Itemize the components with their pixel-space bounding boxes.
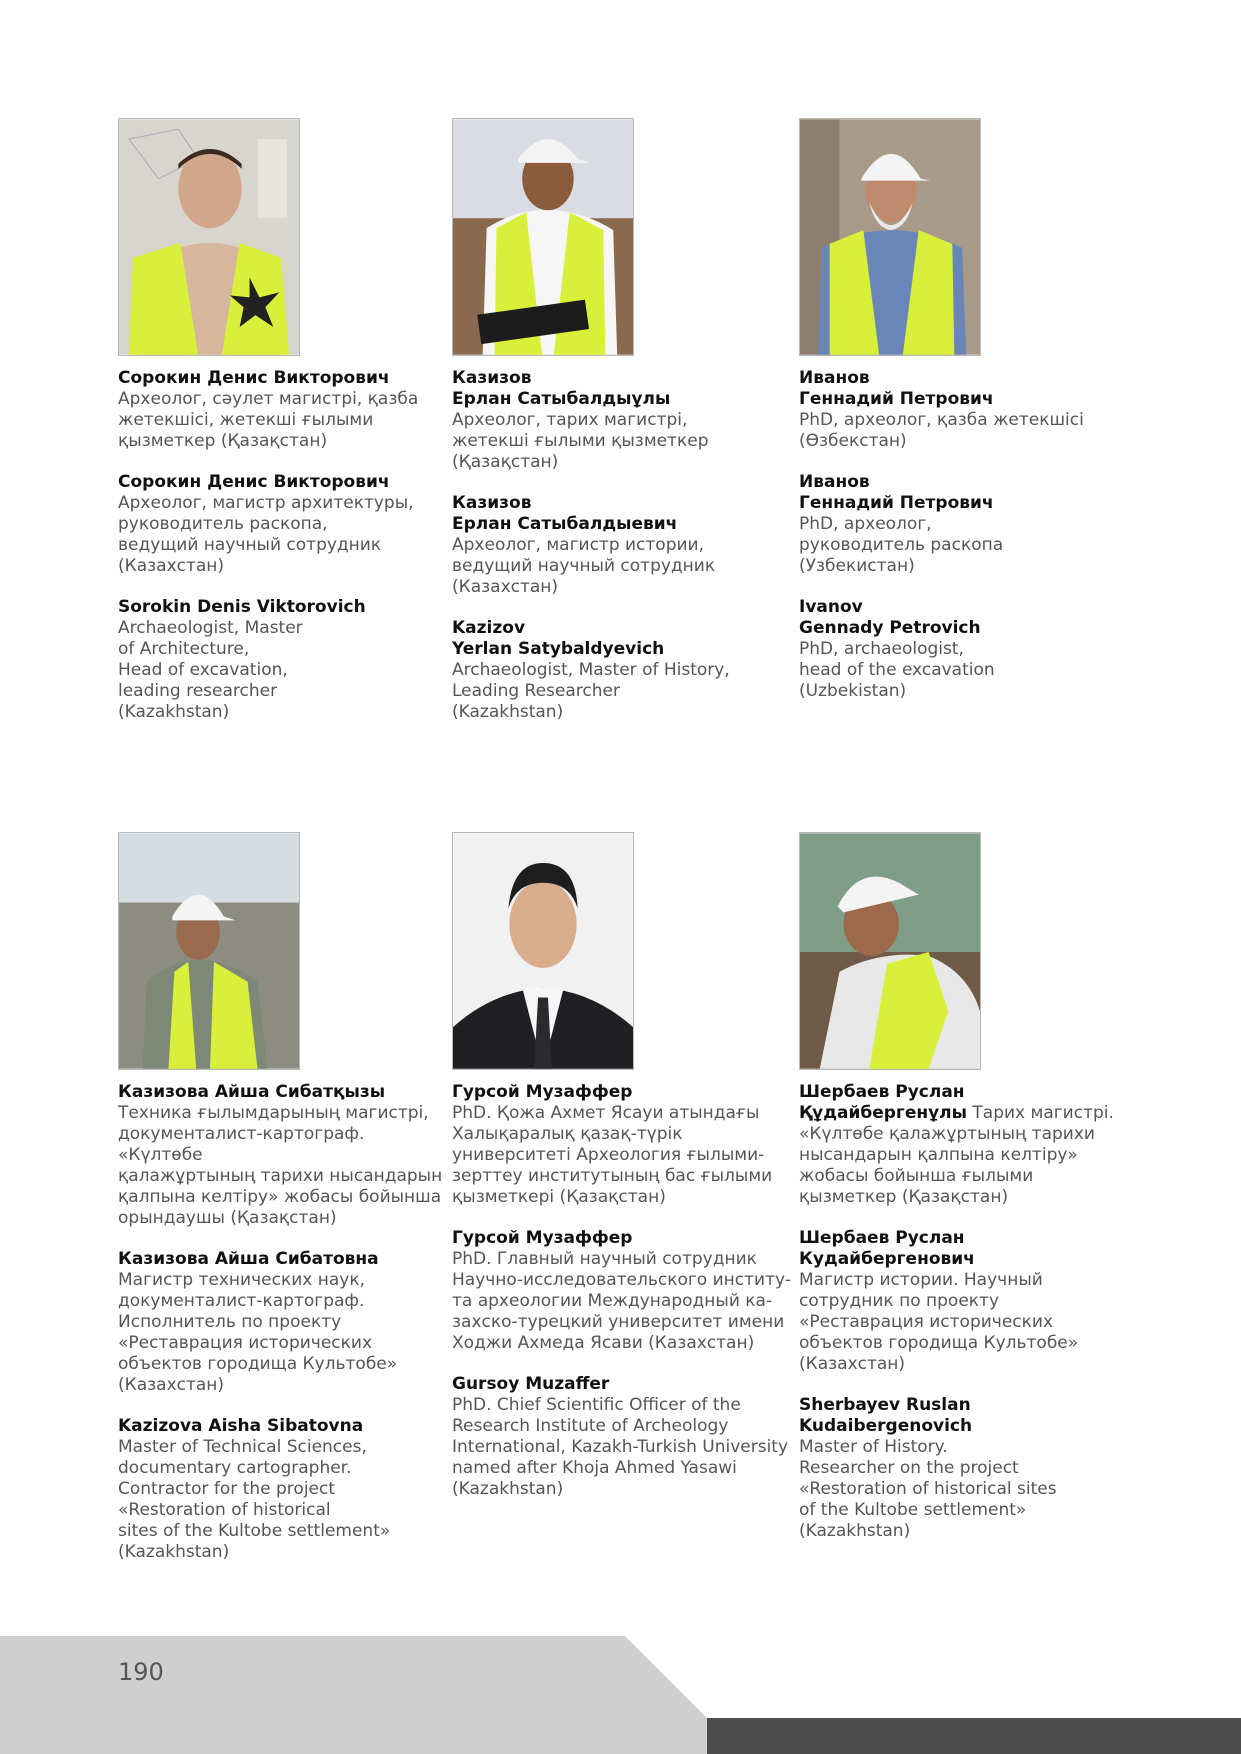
person-name: Ivanov Gennady Petrovich [799, 597, 981, 638]
person-name: Гурсой Музаффер [452, 1228, 633, 1248]
entry-english [118, 1416, 443, 1563]
entry-kazakh [118, 368, 438, 452]
person-name: Гурсой Музаффер [452, 1082, 633, 1102]
person-photo-icon [800, 119, 980, 355]
person-photo-icon [119, 119, 299, 355]
person-photo-icon [800, 833, 980, 1069]
person-name: Sorokin Denis Viktorovich [118, 597, 366, 617]
person-name: Сорокин Денис Викторович [118, 368, 390, 388]
person-name: Gursoy Muzaffer [452, 1374, 610, 1394]
person-card [118, 832, 443, 1563]
person-photo [799, 118, 981, 356]
person-description: Archaeologist, Master of History, Leading Researcher (Kazakhstan) [452, 660, 730, 722]
person-description: Археолог, тарих магистрі, жетекші ғылыми қызметкер (Қазақстан) [452, 410, 709, 472]
person-card [118, 118, 438, 723]
person-description: PhD, archaeologist, head of the excavation (Uzbekistan) [799, 639, 995, 701]
person-description: Магистр истории. Научный сотрудник по проекту «Реставрация исторических объектов городища Культобе» (Казахстан) [799, 1270, 1079, 1374]
person-photo [452, 118, 634, 356]
person-card [799, 118, 1119, 702]
entry-header [799, 1082, 1119, 1124]
entry-kazakh [452, 368, 782, 473]
person-description: Археолог, магистр истории, ведущий научный сотрудник (Казахстан) [452, 535, 716, 597]
person-name: Казизов Ерлан Сатыбалдыевич [452, 493, 678, 534]
person-description: Техника ғылымдарының магистрі, документалист-картограф. «Күлтөбе қалажұртының тарихи нысандарын қалпына келтіру» жобасы бойынша орындаушы (Қазақстан) [118, 1103, 443, 1228]
person-description: Археолог, сәулет магистрі, қазба жетекшісі, жетекші ғылыми қызметкер (Қазақстан) [118, 389, 419, 451]
person-photo [118, 832, 300, 1070]
person-card [452, 832, 792, 1500]
person-description: PhD. Chief Scientific Officer of the Research Institute of Archeology International, Kazakh-Turkish University named after Khoja Ahmed Yasawi (Kazakhstan) [452, 1395, 789, 1499]
footer-accent-bar [707, 1718, 1241, 1754]
entry-kazakh [452, 1082, 792, 1208]
person-photo-icon [453, 833, 633, 1069]
entry-russian [118, 1249, 443, 1396]
person-description: Archaeologist, Master of Architecture, Head of excavation, leading researcher (Kazakhstan) [118, 618, 303, 722]
person-description: PhD. Қожа Ахмет Ясауи атындағы Халықаралық қазақ-түрік университеті Археология ғылыми- зерттеу институтының бас ғылыми қызметкері (Қазақстан) [452, 1103, 773, 1207]
person-name: Иванов Геннадий Петрович [799, 368, 994, 409]
person-name: Шербаев Руслан Құдайбергенұлы [799, 1082, 967, 1123]
person-description: PhD, археолог, қазба жетекшісі (Өзбекстан) [799, 410, 1084, 451]
person-description: Master of History. Researcher on the project «Restoration of historical sites of the Kultobe settlement» (Kazakhstan) [799, 1437, 1057, 1541]
page-number: 190 [118, 1658, 164, 1686]
entry-russian [118, 472, 438, 577]
entry-english [452, 1374, 792, 1500]
person-description: Магистр технических наук, документалист-картограф. Исполнитель по проекту «Реставрация исторических объектов городища Культобе» (Казахстан) [118, 1270, 398, 1395]
entry-russian [452, 1228, 792, 1354]
person-photo [118, 118, 300, 356]
entry-english [799, 597, 1119, 702]
entry-russian [799, 472, 1119, 577]
person-name: Kazizova Aisha Sibatovna [118, 1416, 364, 1436]
person-name: Kazizov Yerlan Satybaldyevich [452, 618, 665, 659]
person-name: Казизова Айша Сибатовна [118, 1249, 379, 1269]
person-name: Казизова Айша Сибатқызы [118, 1082, 386, 1102]
entry-russian [452, 493, 782, 598]
person-description: Археолог, магистр архитектуры, руководитель раскопа, ведущий научный сотрудник (Казахстан) [118, 493, 414, 576]
person-name: Шербаев Руслан Кудайбергенович [799, 1228, 975, 1269]
person-name: Sherbayev Ruslan Kudaibergenovich [799, 1395, 973, 1436]
entry-kazakh [799, 1082, 1119, 1208]
person-photo [799, 832, 981, 1070]
entry-english [452, 618, 782, 723]
person-description: Master of Technical Sciences, documentary cartographer. Contractor for the project «Restoration of historical sites of the Kultobe settlement» (Kazakhstan) [118, 1437, 391, 1562]
person-card [799, 832, 1119, 1542]
person-name: Сорокин Денис Викторович [118, 472, 390, 492]
person-name: Иванов Геннадий Петрович [799, 472, 994, 513]
person-photo [452, 832, 634, 1070]
person-card [452, 118, 782, 723]
person-description: PhD. Главный научный сотрудник Научно-исследовательского институ- та археологии Международный ка- захско-турецкий университет имени Ходжи Ахмеда Ясави (Казахстан) [452, 1249, 792, 1353]
entry-kazakh [118, 1082, 443, 1229]
entry-english [799, 1395, 1119, 1542]
person-photo-icon [453, 119, 633, 355]
person-description: «Күлтөбе қалажұртының тарихи нысандарын қалпына келтіру» жобасы бойынша ғылыми қызметкер (Қазақстан) [799, 1124, 1095, 1207]
person-description: PhD, археолог, руководитель раскопа (Узбекистан) [799, 514, 1004, 576]
person-description-inline: Тарих магистрі. [972, 1103, 1114, 1123]
person-photo-icon [119, 833, 299, 1069]
entry-english [118, 597, 438, 723]
entry-kazakh [799, 368, 1119, 452]
person-name: Казизов Ерлан Сатыбалдыұлы [452, 368, 671, 409]
entry-russian [799, 1228, 1119, 1375]
